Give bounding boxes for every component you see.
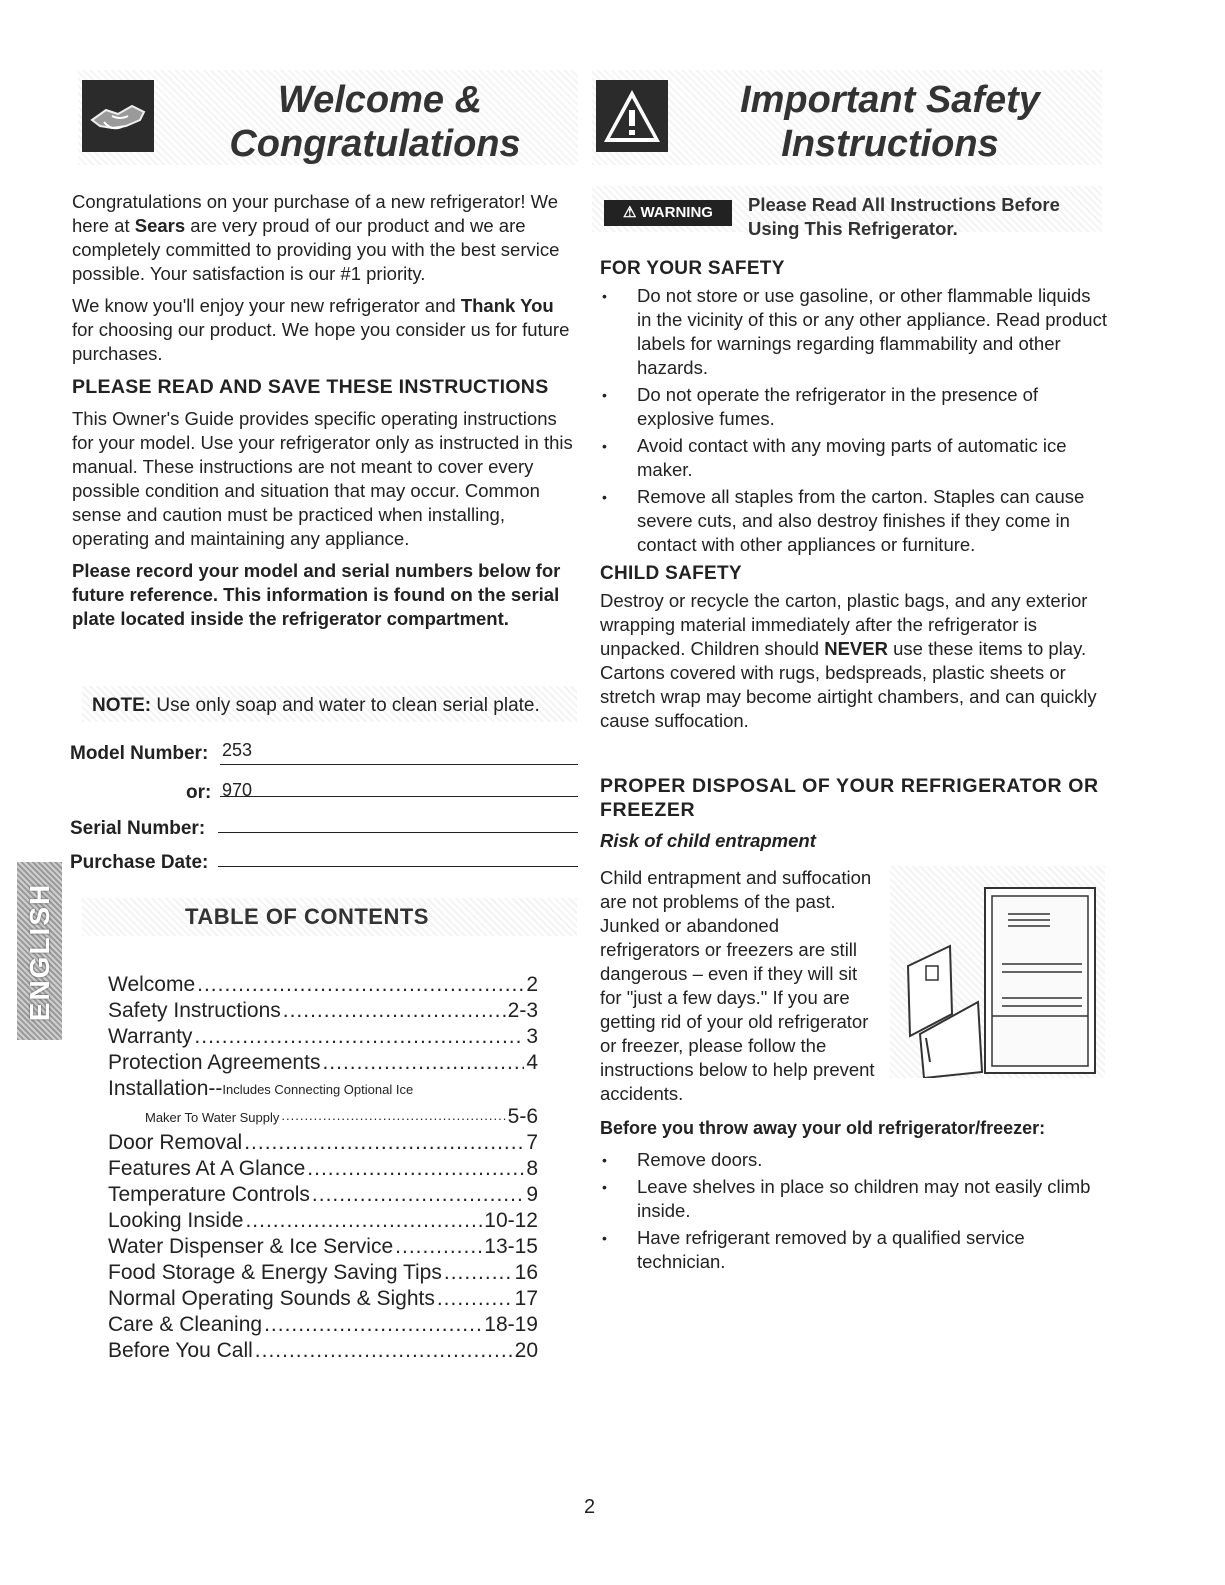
warning-badge-label: WARNING [640,204,713,221]
warning-text-line1: Please Read All Instructions Before [748,194,1060,215]
child-text-a: Destroy or recycle the carton, plastic bags, and any exterior wrapping material immediately after the refrigerator is unpacked. Children should [600,590,1088,659]
handshake-icon [82,80,154,152]
toc-item-label: Looking Inside [108,1209,244,1232]
toc-item-page: 13-15 [484,1235,538,1258]
toc-item-label: Installation-- [108,1077,223,1100]
safety-title-line1: Important Safety [740,79,1040,121]
toc-item-label: Safety Instructions [108,999,281,1022]
toc-leader [322,1050,524,1076]
para2-text-a: We know you'll enjoy your new refrigerator and [72,295,461,316]
toc-item-label-small: Includes Connecting Optional Ice [222,1082,414,1097]
child-safety-heading: CHILD SAFETY [600,563,742,584]
welcome-title-line1: Welcome & [277,79,483,121]
safety-title-line2: Instructions [781,123,999,165]
toc-item[interactable] [108,1338,538,1364]
warning-badge [604,200,732,226]
toc-item[interactable] [145,1104,538,1132]
para1-text-a: Congratulations on your purchase of a new refrigerator! We here at [72,191,559,236]
purchase-date-label: Purchase Date: [70,852,209,873]
serial-number-line [218,832,578,833]
toc-leader [244,1130,524,1156]
purchase-date-line [218,866,578,867]
serial-number-label: Serial Number: [70,818,206,839]
for-your-safety-list [600,284,1108,557]
disposal-heading: PROPER DISPOSAL OF YOUR REFRIGERATOR OR FREEZER [600,775,1099,821]
toc-item-page: 9 [526,1183,538,1206]
toc-item-label: Food Storage & Energy Saving Tips [108,1261,442,1284]
toc-item-label: Door Removal [108,1131,243,1154]
toc-item[interactable] [108,972,538,998]
toc-item-page: 2-3 [507,999,538,1022]
toc-item[interactable] [108,998,538,1024]
toc-item-label: Temperature Controls [108,1183,310,1206]
para2-text-b: for choosing our product. We hope you consider us for future purchases. [72,319,570,364]
toc-item-page: 20 [514,1339,538,1362]
toc-item[interactable] [108,1234,538,1260]
toc-leader [281,1104,505,1132]
or-label: or: [186,782,212,803]
toc-item-page: 16 [514,1261,538,1284]
record-numbers-paragraph: Please record your model and serial numbers below for future reference. This information is found on the serial plate located inside the refrigerator compartment. [72,560,561,629]
toc-item[interactable] [108,1260,538,1286]
list-item: • Remove all staples from the carton. Staples can cause severe cuts, and also destroy finishes if they come in contact with other appliances or furniture. [600,485,1108,557]
toc-item[interactable] [108,1130,538,1156]
toc-item-label: Normal Operating Sounds & Sights [108,1287,435,1310]
open-refrigerator-illustration [890,866,1105,1078]
toc-leader [283,998,506,1024]
brand-name: Sears [134,215,186,236]
save-instructions-heading: PLEASE READ AND SAVE THESE INSTRUCTIONS [72,376,549,398]
toc-item[interactable] [108,1156,538,1182]
toc-item-page: 18-19 [484,1313,538,1336]
warning-triangle-icon [596,80,668,152]
warning-text-line2: Using This Refrigerator. [748,218,958,239]
owners-guide-paragraph: This Owner's Guide provides specific operating instructions for your model. Use your refrigerator only as instructed in this manual. These instructions are not meant to cover every possible condition and situation that may occur. Common sense and caution must be practiced when installing, operating and maintaining any appliance. [72,408,573,549]
toc-leader [264,1312,482,1338]
toc-leader [312,1182,524,1208]
welcome-paragraph-1 [72,190,577,286]
toc-leader [255,1338,513,1364]
list-item: • Leave shelves in place so children may not easily climb inside. [600,1175,1108,1223]
toc-leader [444,1260,513,1286]
disposal-paragraph: Child entrapment and suffocation are not problems of the past. Junked or abandoned refrigerators or freezers are still dangerous – even if they will sit for "just a few days." If you are getting rid of your old refrigerator or freezer, please follow the instructions below to help prevent accidents. [600,867,875,1104]
toc-item-label: Maker To Water Supply [145,1110,280,1125]
toc-item-label: Protection Agreements [108,1051,321,1074]
toc-item[interactable] [108,1208,538,1234]
toc-item-label: Warranty [108,1025,193,1048]
toc-leader [245,1208,482,1234]
toc-leader [307,1156,524,1182]
or-value[interactable]: 970 [222,780,253,800]
welcome-paragraph-2 [72,294,577,366]
toc-item-page: 2 [526,973,538,996]
toc-item-label: Before You Call [108,1339,253,1362]
toc-item-page: 4 [526,1051,538,1074]
disposal-subheading: Risk of child entrapment [600,830,816,851]
list-item: • Avoid contact with any moving parts of automatic ice maker. [600,434,1108,482]
toc-item-page: 8 [526,1157,538,1180]
toc-leader [194,1024,524,1050]
toc-leader [197,972,524,998]
toc-item-page: 17 [514,1287,538,1310]
list-item: • Do not store or use gasoline, or other flammable liquids in the vicinity of this or any other appliance. Read product labels for warnings regarding flammability and other hazards. [600,284,1108,380]
toc-item-label: Welcome [108,973,196,996]
para1-text-b: are very proud of our product and we are completely committed to providing you with the best service possible. Your satisfaction is our #1 priority. [72,215,560,284]
toc-item-page: 7 [526,1131,538,1154]
model-number-line [220,764,578,765]
warning-small-icon: ⚠ [623,204,637,221]
toc-item[interactable] [108,1182,538,1208]
toc-leader [395,1234,482,1260]
toc-item[interactable] [108,1312,538,1338]
toc-item[interactable] [108,1024,538,1050]
toc-item-page: 5-6 [507,1105,538,1128]
welcome-content [72,190,577,631]
before-throw-away-list [600,1148,1108,1277]
toc-item[interactable] [108,1286,538,1312]
toc-item[interactable] [108,1076,538,1104]
list-item: • Remove doors. [600,1148,1108,1172]
child-safety-paragraph [600,589,1108,733]
toc-leader [437,1286,513,1312]
never-text: NEVER [824,638,888,659]
page-number: 2 [584,1496,596,1518]
child-text-b: use these items to play. Cartons covered with rugs, bedspreads, plastic sheets or stretch wrap may become airtight chambers, and can quickly cause suffocation. [600,638,1097,731]
welcome-title-line2: Congratulations [229,123,521,165]
language-tab-label: ENGLISH [24,882,55,1022]
note-body: Use only soap and water to clean serial plate. [151,695,540,716]
toc-item-label: Water Dispenser & Ice Service [108,1235,394,1258]
thank-you-text: Thank You [460,295,554,316]
toc-item[interactable] [108,1050,538,1076]
toc-item-page: 10-12 [484,1209,538,1232]
list-item: • Do not operate the refrigerator in the presence of explosive fumes. [600,383,1108,431]
toc-item-label: Care & Cleaning [108,1313,263,1336]
note-label: NOTE: [92,695,152,716]
or-line [220,796,578,797]
model-number-label: Model Number: [70,743,209,764]
for-your-safety-heading: FOR YOUR SAFETY [600,258,785,279]
safety-content [600,258,1108,733]
note-text [92,694,540,718]
toc-item-page: 3 [526,1025,538,1048]
before-throw-away-heading: Before you throw away your old refrigerator/freezer: [600,1118,1046,1138]
model-number-value[interactable]: 253 [222,740,253,760]
toc-item-label: Features At A Glance [108,1157,306,1180]
list-item: • Have refrigerant removed by a qualified service technician. [600,1226,1108,1274]
toc-title: TABLE OF CONTENTS [185,904,429,929]
